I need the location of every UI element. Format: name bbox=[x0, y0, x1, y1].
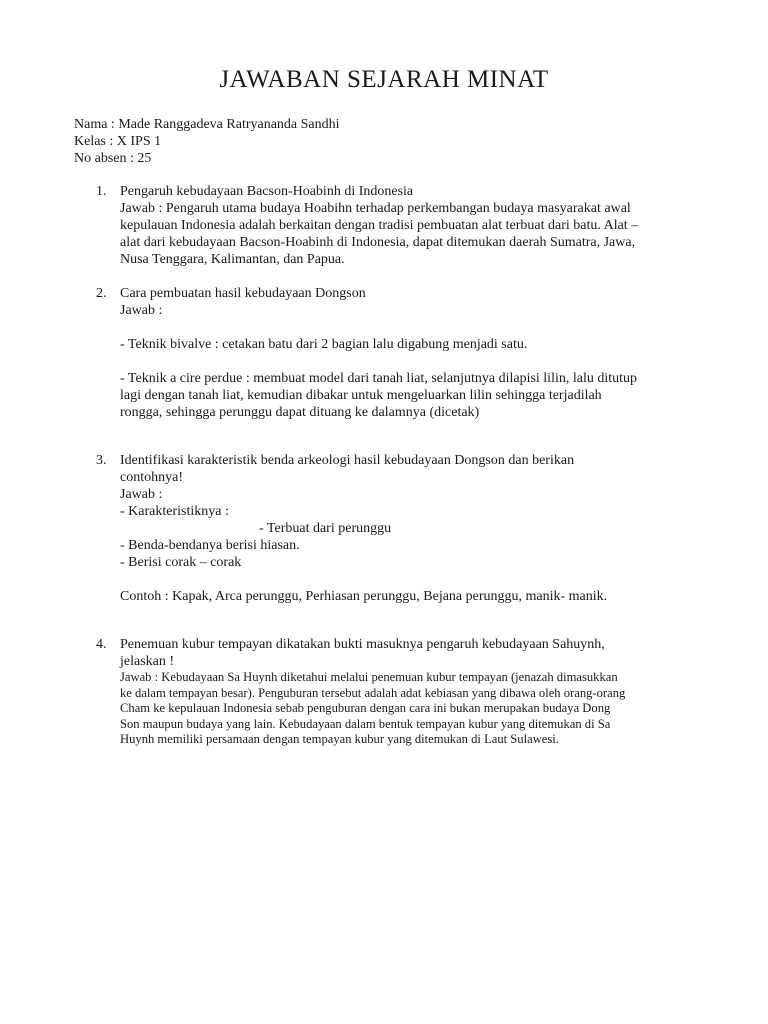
question-text: Identifikasi karakteristik benda arkeologi hasil kebudayaan Dongson dan berikan bbox=[120, 453, 575, 468]
answer-line: Nusa Tenggara, Kalimantan, dan Papua. bbox=[120, 252, 345, 267]
answer-label: Jawab : bbox=[120, 303, 163, 318]
question-text: Pengaruh kebudayaan Bacson-Hoabinh di Indonesia bbox=[120, 184, 414, 199]
characteristics-label: - Karakteristiknya : bbox=[120, 504, 229, 519]
student-class: Kelas : X IPS 1 bbox=[74, 134, 162, 149]
answer-line: Cham ke kepulauan Indonesia sebab penguburan dengan cara ini bukan merupakan budaya Dong bbox=[120, 701, 611, 715]
student-name: Nama : Made Ranggadeva Ratryananda Sandhi bbox=[74, 117, 340, 132]
question-body bbox=[120, 183, 706, 268]
document-title: JAWABAN SEJARAH MINAT bbox=[219, 66, 549, 93]
question-4 bbox=[96, 636, 706, 748]
question-number: 1. bbox=[96, 184, 107, 199]
characteristic-item: - Berisi corak – corak bbox=[120, 555, 242, 570]
student-info bbox=[74, 116, 340, 167]
student-absen: No absen : 25 bbox=[74, 151, 152, 166]
question-body bbox=[120, 452, 706, 605]
answer-line: - Teknik bivalve : cetakan batu dari 2 bagian lalu digabung menjadi satu. bbox=[120, 337, 528, 352]
characteristic-item: - Terbuat dari perunggu bbox=[259, 521, 392, 536]
answer-line: lagi dengan tanah liat, kemudian dibakar untuk mengeluarkan lilin sehingga terjadilah bbox=[120, 388, 602, 403]
question-text: Penemuan kubur tempayan dikatakan bukti masuknya pengaruh kebudayaan Sahuynh, bbox=[120, 637, 605, 652]
answer-line: kepulauan Indonesia adalah berkaitan dengan tradisi pembuatan alat terbuat dari batu. Alat – bbox=[120, 218, 639, 233]
example-line: Contoh : Kapak, Arca perunggu, Perhiasan perunggu, Bejana perunggu, manik- manik. bbox=[120, 589, 608, 604]
answer-line: Jawab : Kebudayaan Sa Huynh diketahui melalui penemuan kubur tempayan (jenazah dimasukkan bbox=[120, 670, 618, 684]
answer-line: ke dalam tempayan besar). Penguburan tersebut adalah adat kebiasan yang dibawa oleh orang-orang bbox=[120, 685, 626, 700]
question-3 bbox=[96, 452, 706, 605]
question-body bbox=[120, 285, 706, 421]
answer-line: Jawab : Pengaruh utama budaya Hoabihn terhadap perkembangan budaya masyarakat awal bbox=[120, 201, 631, 216]
question-2 bbox=[96, 285, 706, 421]
question-number: 2. bbox=[96, 286, 107, 301]
answer-line: rongga, sehingga perunggu dapat dituang ke dalamnya (dicetak) bbox=[120, 405, 480, 420]
answer-label: Jawab : bbox=[120, 487, 163, 502]
question-text: contohnya! bbox=[120, 470, 183, 485]
answer-line: alat dari kebudayaan Bacson-Hoabinh di Indonesia, dapat ditemukan daerah Sumatra, Jawa, bbox=[120, 235, 636, 250]
question-body bbox=[120, 636, 706, 748]
question-number: 3. bbox=[96, 453, 107, 468]
question-text: Cara pembuatan hasil kebudayaan Dongson bbox=[120, 286, 366, 301]
question-number: 4. bbox=[96, 637, 107, 652]
answer-line: Son maupun budaya yang lain. Kebudayaan dalam bentuk tempayan kubur yang ditemukan di Sa bbox=[120, 716, 611, 731]
answer-line: Huynh memiliki persamaan dengan tempayan kubur yang ditemukan di Laut Sulawesi. bbox=[120, 732, 559, 746]
question-1 bbox=[96, 183, 706, 268]
characteristic-item: - Benda-bendanya berisi hiasan. bbox=[120, 538, 300, 553]
answer-line: - Teknik a cire perdue : membuat model dari tanah liat, selanjutnya dilapisi lilin, lalu ditutup bbox=[120, 371, 638, 386]
question-text: jelaskan ! bbox=[120, 654, 175, 669]
